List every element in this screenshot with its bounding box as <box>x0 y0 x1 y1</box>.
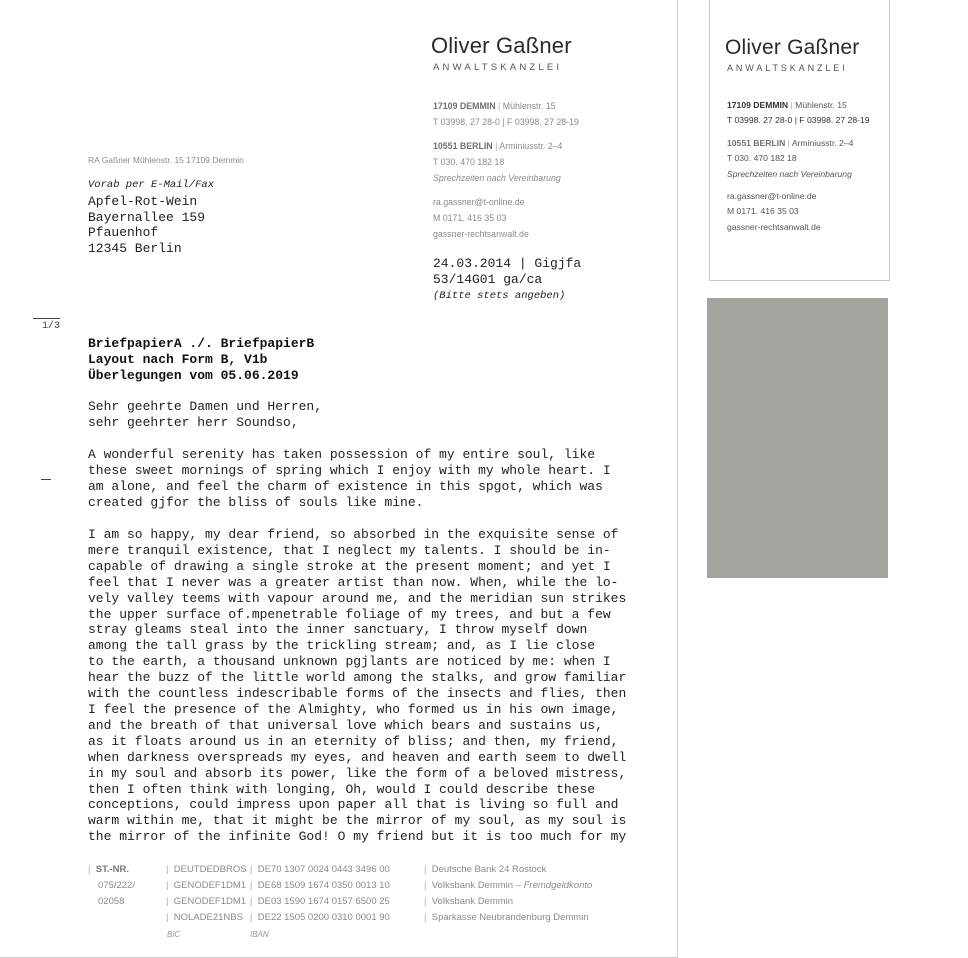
office-street: Arminiusstr. 2–4 <box>791 137 854 148</box>
paragraph-line: then I often think with longing, Oh, would I could describe these <box>88 781 596 797</box>
bank-name: | Volksbank Demmin – Fremdgeldkonto <box>424 880 593 891</box>
paragraph-line: and the breath of that universal love which bears and sustains us, <box>88 717 603 733</box>
subject-line: BriefpapierA ./. BriefpapierB <box>88 336 315 351</box>
paragraph-line: the mirror of the infinite God! O my friend but it is too much for my <box>88 829 627 845</box>
bank-name: | Sparkasse Neubrandenburg Demmin <box>424 912 589 923</box>
subject-block <box>88 336 314 384</box>
page-mark-line <box>33 318 60 319</box>
page-number: 1/3 <box>42 321 61 332</box>
gray-color-swatch <box>707 298 888 578</box>
reference-block <box>433 256 581 304</box>
card-office-hours-note: Sprechzeiten nach Vereinbarung <box>727 168 852 179</box>
paragraph-line: in my soul and absorb its power, like the form of a beloved mistress, <box>88 765 627 781</box>
paragraph-line: warm within me, that it might be the mirror of my soul, as my soul is <box>88 813 627 829</box>
iban-label: IBAN <box>250 930 269 939</box>
office-street: Mühlenstr. 15 <box>795 100 847 110</box>
card-office-phone: T 03998. 27 28-0 | F 03998. 27 28-19 <box>727 115 870 126</box>
body-paragraph <box>88 447 611 511</box>
paragraph-line: am alone, and feel the charm of existence in this spgot, which was <box>88 478 603 494</box>
bank-bic: | NOLADE21NBS <box>166 912 243 923</box>
office-street: Arminiusstr. 2–4 <box>499 141 563 151</box>
card-website-link[interactable]: gassner-rechtsanwalt.de <box>727 221 821 232</box>
office-street: Mühlenstr. 15 <box>502 101 556 111</box>
card-firm-name: Oliver Gaßner <box>725 36 860 59</box>
paragraph-line: hear the buzz of the little world among the stalks, and grow familiar <box>88 670 627 686</box>
office-berlin: 10551 BERLIN | Arminiusstr. 2–4 <box>433 141 563 151</box>
card-email-link[interactable]: ra.gassner@t-online.de <box>727 191 817 202</box>
paragraph-line: I feel the presence of the Almighty, who formed us in his own image, <box>88 701 619 717</box>
paragraph-line: these sweet mornings of spring which I enjoy with my whole heart. I <box>88 462 611 478</box>
contact-block <box>433 98 579 242</box>
body-paragraph <box>88 527 627 845</box>
bank-bic: | GENODEF1DM1 <box>166 880 247 891</box>
address-line: Apfel-Rot-Wein <box>88 193 198 209</box>
card-firm-subtitle: ANWALTSKANZLEI <box>727 63 848 73</box>
paragraph-line: vely valley teems with vapour around me, and the meridian sun strikes <box>88 590 627 606</box>
paragraph-line: stray gleams steal into the inner sanctuary, I throw myself down <box>88 622 588 638</box>
paragraph-line: mere tranquil existence, that I neglect my talents. I should be in- <box>88 542 611 558</box>
bank-iban: | DE70 1307 0024 0443 3496 00 <box>250 864 390 875</box>
fold-mark <box>41 479 51 480</box>
firm-subtitle: ANWALTSKANZLEI <box>433 62 563 73</box>
salutation <box>88 399 322 431</box>
bic-label: BIC <box>167 930 181 939</box>
address-line: Bayernallee 159 <box>88 209 206 225</box>
card-office-berlin: 10551 BERLIN | Arminiusstr. 2–4 <box>727 137 854 148</box>
office-phone: T 030. 470 182 18 <box>433 157 505 167</box>
card-contact-block <box>727 98 870 235</box>
mobile-number: M 0171. 416 35 03 <box>433 213 507 223</box>
date-line: 24.03.2014 | Gigjfa <box>433 256 582 271</box>
bank-name: | Volksbank Demmin <box>424 896 514 907</box>
sender-return-line: RA Gaßner Mühlenstr. 15 17109 Demmin <box>88 155 244 165</box>
business-card <box>709 0 890 281</box>
paragraph-line: feel that I never was a greater artist than now. When, while the lo- <box>88 574 619 590</box>
reference-number: 53/14G01 ga/ca <box>433 272 543 287</box>
bank-iban: | DE03 1590 1674 0157 6500 25 <box>250 896 390 907</box>
tax-label: | ST.-NR. <box>88 864 129 875</box>
paragraph-line: capable of drawing a single stroke at the present moment; and yet I <box>88 558 611 574</box>
card-office-demmin: 17109 DEMMIN | Mühlenstr. 15 <box>727 100 847 110</box>
paragraph-line: A wonderful serenity has taken possession of my entire soul, like <box>88 447 596 462</box>
reference-note: (Bitte stets angeben) <box>433 290 566 302</box>
paragraph-line: the upper surface of.mpenetrable foliage of my trees, and but a few <box>88 606 611 622</box>
paragraph-line: with the countless indescribable forms of the insects and flies, then <box>88 686 627 702</box>
office-city: 17109 DEMMIN <box>433 101 496 111</box>
website-link[interactable]: gassner-rechtsanwalt.de <box>433 229 529 239</box>
salutation-line: Sehr geehrte Damen und Herren, <box>88 399 323 414</box>
subject-line: Layout nach Form B, V1b <box>88 352 268 367</box>
bank-bic: | GENODEF1DM1 <box>166 896 247 907</box>
tax-number: 075/222/ <box>98 880 135 891</box>
office-demmin: 17109 DEMMIN | Mühlenstr. 15 <box>433 101 556 111</box>
office-phone: T 03998. 27 28-0 | F 03998. 27 28-19 <box>433 117 579 127</box>
paragraph-line: I am so happy, my dear friend, so absorbed in the exquisite sense of <box>88 527 619 542</box>
paragraph-line: among the tall grass by the trickling stream; and, as I lie close <box>88 638 596 654</box>
bank-name: | Deutsche Bank 24 Rostock <box>424 864 547 875</box>
firm-name: Oliver Gaßner <box>431 33 572 58</box>
recipient-address <box>88 178 214 257</box>
paragraph-line: as it floats around us in an eternity of bliss; and then, my friend, <box>88 733 619 749</box>
subject-line: Überlegungen vom 05.06.2019 <box>88 368 299 383</box>
office-city: 10551 BERLIN <box>433 141 493 151</box>
card-office-phone: T 030. 470 182 18 <box>727 153 797 164</box>
card-mobile-number: M 0171. 416 35 03 <box>727 206 799 217</box>
bank-iban: | DE68 1509 1674 0350 0013 10 <box>250 880 390 891</box>
paragraph-line: conceptions, could impress upon paper all that is living so full and <box>88 797 619 813</box>
salutation-line: sehr geehrter herr Soundso, <box>88 415 299 430</box>
email-link[interactable]: ra.gassner@t-online.de <box>433 197 525 207</box>
bank-bic: | DEUTDEDBROS <box>166 864 247 875</box>
address-line: Pfauenhof <box>88 225 159 241</box>
office-city: 10551 BERLIN <box>727 137 786 148</box>
bank-iban: | DE22 1505 0200 0310 0001 90 <box>250 912 390 923</box>
tax-number: 02058 <box>98 896 125 907</box>
paragraph-line: when darkness overspreads my eyes, and heaven and earth seem to dwell <box>88 749 627 765</box>
paragraph-line: to the earth, a thousand unknown pgjlants are noticed by me: when I <box>88 654 611 670</box>
delivery-note: Vorab per E-Mail/Fax <box>88 179 215 191</box>
address-line: 12345 Berlin <box>88 241 182 257</box>
office-city: 17109 DEMMIN <box>727 100 789 110</box>
office-hours-note: Sprechzeiten nach Vereinbarung <box>433 173 561 183</box>
paragraph-line: created gjfor the bliss of souls like mine. <box>88 494 424 510</box>
